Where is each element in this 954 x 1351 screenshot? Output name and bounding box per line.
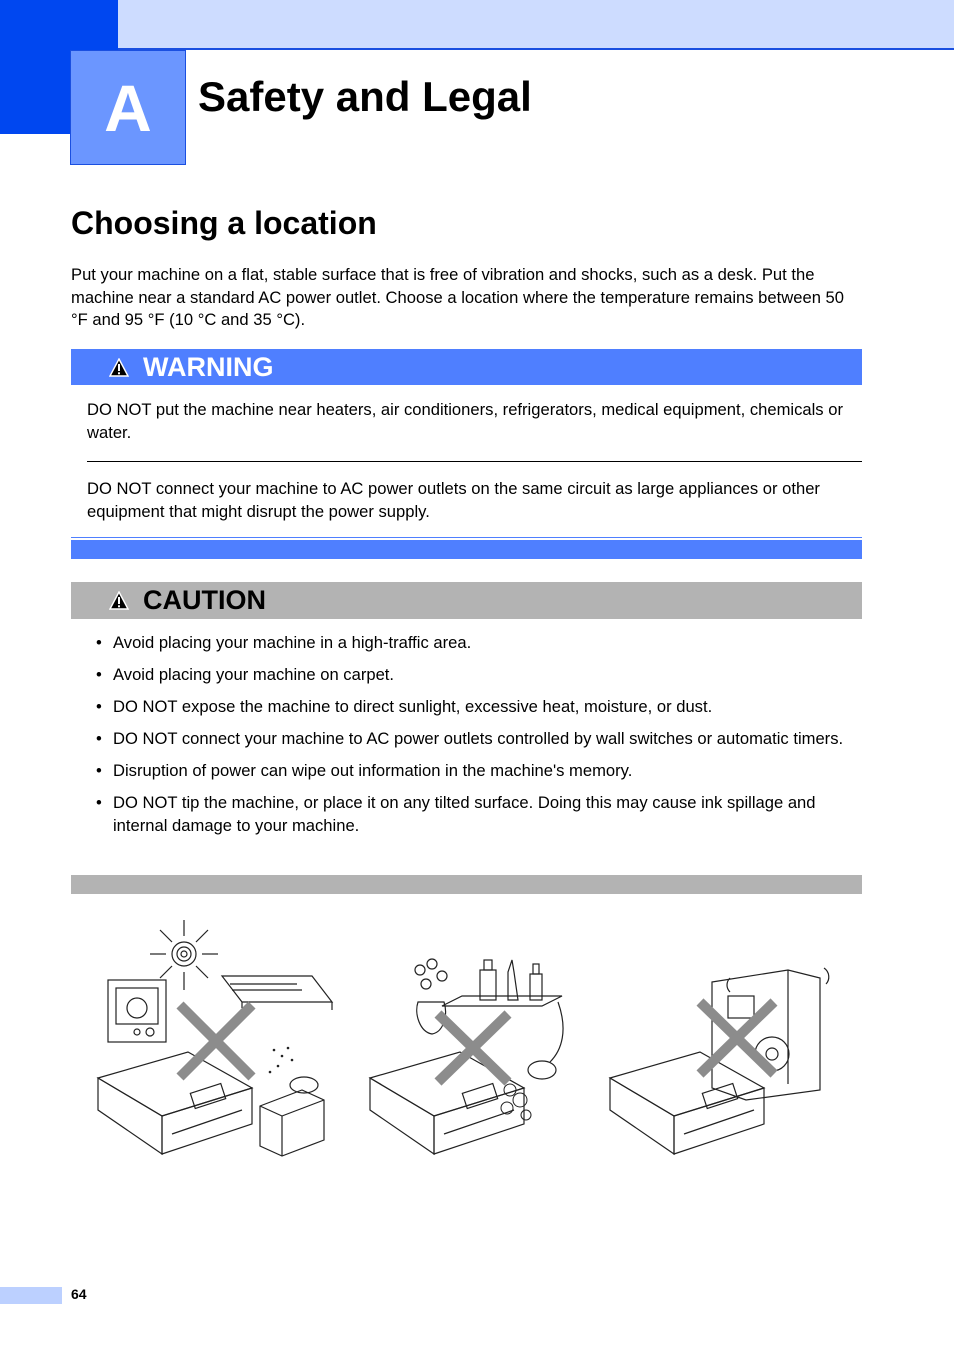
warning-triangle-icon <box>109 591 129 610</box>
chapter-title: Safety and Legal <box>198 73 532 120</box>
chapter-side-block <box>0 50 70 134</box>
list-item-text: Avoid placing your machine on carpet. <box>113 664 395 684</box>
cross-mark-icon <box>700 1002 774 1074</box>
list-bullet: • <box>96 696 102 716</box>
air-conditioner-icon <box>222 976 332 1010</box>
list-bullet: • <box>96 664 102 684</box>
shelf-icon <box>442 996 562 1006</box>
list-item <box>96 696 862 719</box>
heater-icon <box>108 980 166 1042</box>
warning-triangle-icon <box>109 358 129 377</box>
header-rule <box>118 48 954 50</box>
warning-divider <box>87 461 862 462</box>
caution-list <box>96 632 862 847</box>
duster-icon <box>528 1002 563 1079</box>
header-corner-block <box>0 0 118 50</box>
humidifier-mist-icon <box>269 1047 294 1074</box>
list-bullet: • <box>96 760 102 780</box>
warning-text-2: DO NOT connect your machine to AC power outlets on the same circuit as large appliances or other equipment that might disrupt the power supply. <box>87 479 820 521</box>
chemical-bottles-icon <box>480 960 542 1000</box>
section-title: Choosing a location <box>71 205 377 241</box>
printer-illustration <box>610 1052 764 1154</box>
warning-text-1: DO NOT put the machine near heaters, air conditioners, refrigerators, medical equipment, chemicals or water. <box>87 400 843 442</box>
list-item <box>96 632 862 655</box>
intro-paragraph: Put your machine on a flat, stable surface that is free of vibration and shocks, such as a desk. Put the machine near a standard AC power outlet. Choose a location where the temperature remains between 50 °F and 95 °F (10 °C and 35 °C). <box>71 265 844 330</box>
list-bullet: • <box>96 728 102 748</box>
list-item <box>96 664 862 687</box>
chapter-letter: A <box>70 50 186 165</box>
caution-header <box>71 582 862 619</box>
list-bullet: • <box>96 792 102 812</box>
cross-mark-icon <box>438 1014 508 1082</box>
warning-footer-bar <box>71 540 862 559</box>
list-item <box>96 792 862 837</box>
list-item-text: Disruption of power can wipe out information in the machine's memory. <box>113 760 633 780</box>
dust-cloud-icon <box>501 1084 531 1120</box>
warning-header <box>71 349 862 385</box>
caution-footer-bar <box>71 875 862 894</box>
list-item <box>96 728 862 751</box>
list-bullet: • <box>96 633 102 652</box>
page-number: 64 <box>71 1286 87 1302</box>
illustration-vibration <box>602 910 842 1165</box>
cross-mark-icon <box>180 1005 252 1077</box>
warning-label: WARNING <box>143 352 274 382</box>
illustration-water-chemicals <box>362 910 574 1165</box>
illustration-heat-sunlight <box>92 910 342 1165</box>
page-number-tab <box>0 1287 62 1304</box>
caution-label: CAUTION <box>143 585 266 615</box>
list-item-text: DO NOT tip the machine, or place it on any tilted surface. Doing this may cause ink spillage and internal damage to your machine. <box>113 792 816 835</box>
header-band <box>118 0 954 48</box>
printer-illustration <box>98 1052 252 1154</box>
warning-footer-rule <box>71 537 862 538</box>
list-item-text: DO NOT connect your machine to AC power outlets controlled by wall switches or automatic timers. <box>113 728 844 748</box>
list-item <box>96 760 862 783</box>
list-item-text: DO NOT expose the machine to direct sunlight, excessive heat, moisture, or dust. <box>113 696 713 716</box>
list-item-text: Avoid placing your machine in a high-traffic area. <box>113 633 472 652</box>
humidifier-box-icon <box>260 1077 324 1156</box>
